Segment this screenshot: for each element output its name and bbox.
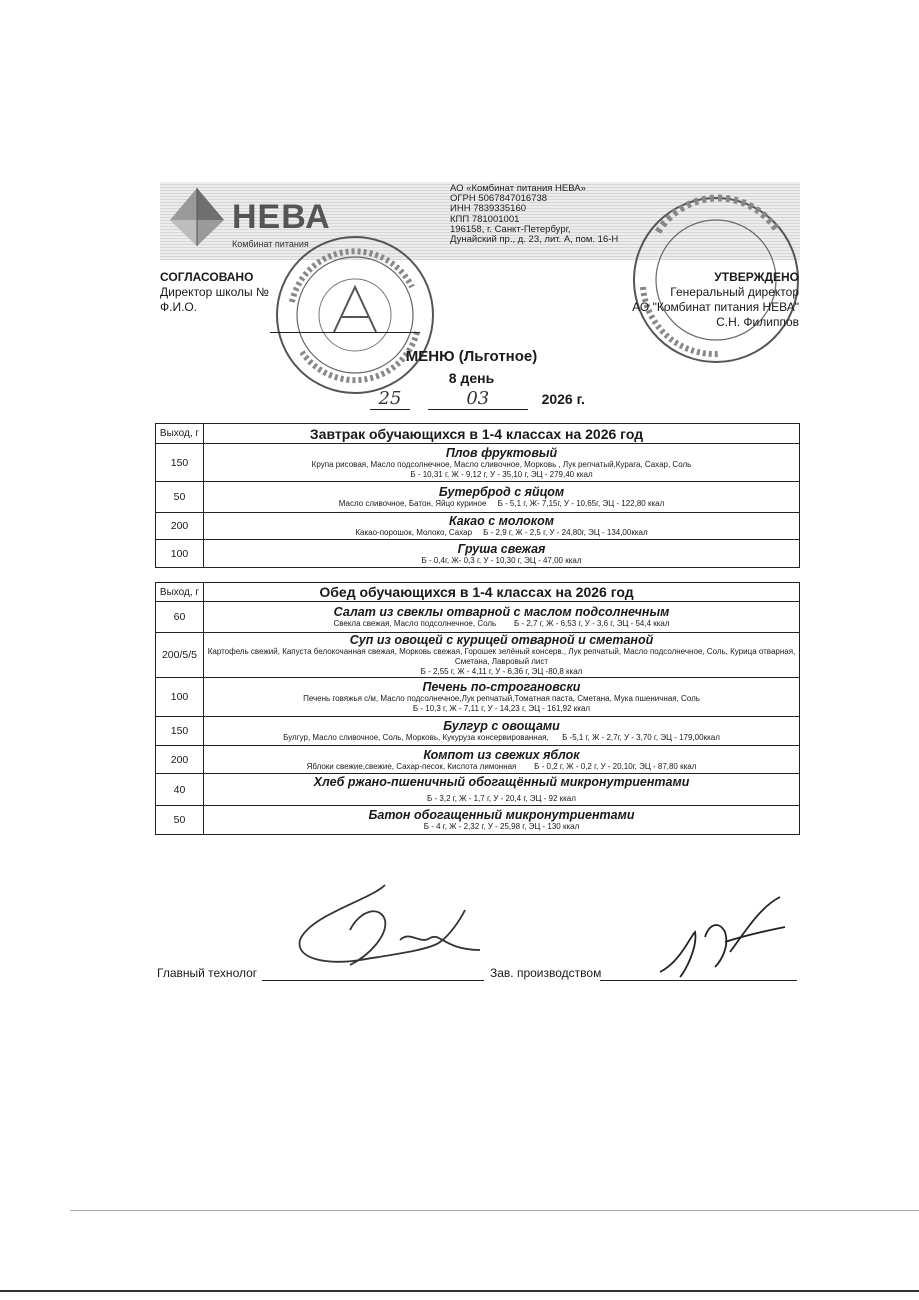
item-weight: 60 xyxy=(156,602,204,633)
company-address-1: 196158, г. Санкт-Петербург, xyxy=(450,223,571,235)
approval-left-line xyxy=(270,332,420,333)
table-row xyxy=(156,482,800,513)
dish-name: Салат из свеклы отварной с маслом подсолнечным xyxy=(333,605,670,619)
weight-column-header: Выход, г xyxy=(156,583,204,602)
item-weight: 100 xyxy=(156,678,204,717)
approval-left-title: СОГЛАСОВАНО xyxy=(160,270,254,284)
company-kpp: КПП 781001001 xyxy=(450,213,520,225)
dish-nutrition: Б - 10,31 г, Ж - 9,12 г, У - 35,10 г, ЭЦ - 279,40 ккал xyxy=(410,469,593,479)
scan-artifact-line xyxy=(70,1210,919,1211)
item-weight: 50 xyxy=(156,482,204,513)
dish-ingredients: Какао-порошок, Молоко, Сахар xyxy=(355,528,473,537)
item-weight: 150 xyxy=(156,717,204,746)
dish-nutrition: Б - 3,2 г, Ж - 1,7 г, У - 20,4 г, ЭЦ - 92 ккал xyxy=(427,794,576,803)
date-month: 03 xyxy=(428,388,528,410)
item-weight: 100 xyxy=(156,540,204,568)
dish-ingredients: Булгур, Масло сливочное, Соль, Морковь, Кукуруза консервированная, xyxy=(283,733,549,742)
company-details xyxy=(450,184,618,245)
dish-details xyxy=(204,619,799,629)
dish-name: Хлеб ржано-пшеничный обогащённый микронутриентами xyxy=(313,775,690,789)
logo-subtitle: Комбинат питания xyxy=(232,239,309,249)
dish-name: Суп из овощей с курицей отварной и сметаной xyxy=(349,633,654,647)
dish-name: Печень по-строгановски xyxy=(422,680,581,694)
chief-technologist-label: Главный технолог xyxy=(157,966,258,980)
lunch-title: Обед обучающихся в 1-4 классах на 2026 год xyxy=(204,583,800,602)
dish-ingredients: Крупа рисовая, Масло подсолнечное, Масло сливочное, Морковь , Лук репчатый,Курага, Сахар, Соль xyxy=(311,459,692,469)
dish-nutrition: Б - 5,1 г, Ж- 7,15г, У - 10,65г, ЭЦ - 122,80 ккал xyxy=(497,499,665,508)
dish-ingredients: Яблоки свежие,свежие, Сахар-песок, Кислота лимонная xyxy=(306,761,517,771)
table-row xyxy=(156,806,800,835)
breakfast-header-row xyxy=(156,424,800,444)
dish-nutrition: Б -5,1 г, Ж - 2,7г, У - 3,70 г, ЭЦ - 179,00ккал xyxy=(562,733,720,742)
dish-details xyxy=(204,528,799,538)
table-row xyxy=(156,717,800,746)
dish-name: Компот из свежих яблок xyxy=(423,747,580,762)
company-ogrn: ОГРН 5067847016738 xyxy=(450,193,548,205)
dish-nutrition: Б - 2,9 г, Ж - 2,5 г, У - 24,80г, ЭЦ - 134,00ккал xyxy=(483,528,648,537)
item-weight: 200/5/5 xyxy=(156,633,204,678)
company-name: АО «Комбинат питания НЕВА» xyxy=(450,183,586,194)
dish-ingredients: Печень говяжья с/м, Масло подсолнечное,Лук репчатый,Томатная паста, Сметана, Мука пшеничная, Соль xyxy=(303,694,700,703)
dish-name: Бутерброд с яйцом xyxy=(438,485,565,499)
table-row xyxy=(156,774,800,806)
company-inn: ИНН 7839335160 xyxy=(450,203,527,215)
signature-technologist-icon xyxy=(290,880,490,990)
day-label: 8 день xyxy=(448,370,495,386)
approval-right-position: Генеральный директор xyxy=(670,285,799,299)
dish-nutrition: Б - 0,2 г, Ж - 0,2 г, У - 20,10г, ЭЦ - 87,80 ккал xyxy=(534,761,697,771)
breakfast-table xyxy=(155,423,800,568)
dish-details xyxy=(204,499,799,509)
item-weight: 40 xyxy=(156,774,204,806)
date-year: 2026 г. xyxy=(541,391,585,407)
dish-name: Плов фруктовый xyxy=(445,445,558,460)
dish-nutrition: Б - 2,7 г, Ж - 6,53 г, У - 3,6 г, ЭЦ - 54,4 ккал xyxy=(514,619,670,628)
approval-right-company: АО "Комбинат питания НЕВА" xyxy=(632,300,799,314)
lunch-header-row xyxy=(156,583,800,602)
table-row xyxy=(156,678,800,717)
production-head-label: Зав. производством xyxy=(490,966,602,980)
neva-logo-icon xyxy=(166,186,228,252)
table-row xyxy=(156,746,800,774)
dish-name: Булгур с овощами xyxy=(443,719,560,733)
dish-nutrition: Б - 4 г, Ж - 2,32 г, У - 25,98 г, ЭЦ - 130 ккал xyxy=(423,822,580,831)
approval-left-name: Ф.И.О. xyxy=(160,300,198,314)
item-weight: 200 xyxy=(156,746,204,774)
dish-details xyxy=(204,733,799,743)
menu-title: МЕНЮ (Льготное) xyxy=(405,348,538,365)
dish-name: Какао с молоком xyxy=(449,514,554,528)
item-weight: 50 xyxy=(156,806,204,835)
company-address-2: Дунайский пр., д. 23, лит. А, пом. 16-Н xyxy=(450,234,619,246)
dish-nutrition: Б - 2,55 г, Ж - 4,11 г, У - 6,36 г, ЭЦ -80,8 ккал xyxy=(420,667,583,676)
dish-ingredients: Свекла свежая, Масло подсолнечное, Соль xyxy=(333,619,497,628)
dish-nutrition: Б - 0,4г, Ж- 0,3 г, У - 10,30 г, ЭЦ - 47,00 ккал xyxy=(421,555,582,565)
signature-production-icon xyxy=(650,892,790,982)
approval-left-position: Директор школы № xyxy=(160,285,269,299)
date-row xyxy=(370,388,585,410)
scan-edge xyxy=(0,1290,919,1292)
logo-text: НЕВА xyxy=(232,198,331,236)
weight-column-header: Выход, г xyxy=(156,424,204,444)
table-row xyxy=(156,633,800,678)
breakfast-title: Завтрак обучающихся в 1-4 классах на 2026 год xyxy=(204,424,800,444)
approval-right xyxy=(632,270,799,330)
table-row xyxy=(156,513,800,540)
dish-name: Батон обогащенный микронутриентами xyxy=(368,808,635,822)
approval-right-name: С.Н. Филиппов xyxy=(716,315,799,329)
dish-ingredients: Масло сливочное, Батон, Яйцо куриное xyxy=(338,499,487,508)
approval-left xyxy=(160,270,269,315)
dish-details xyxy=(204,762,799,772)
table-row xyxy=(156,540,800,568)
item-weight: 200 xyxy=(156,513,204,540)
dish-nutrition: Б - 10,3 г, Ж - 7,11 г, У - 14,23 г, ЭЦ - 161,92 ккал xyxy=(412,704,591,713)
dish-name: Груша свежая xyxy=(457,541,546,556)
table-row xyxy=(156,444,800,482)
lunch-table xyxy=(155,582,800,835)
dish-ingredients: Картофель свежий, Капуста белокочанная свежая, Морковь свежая, Горошек зелёный консерв., Лук репчатый, Масло подсолнечное, Соль, Курица отварная, Сметана, Лавровый лист xyxy=(207,647,796,666)
approval-right-title: УТВЕРЖДЕНО xyxy=(714,270,799,284)
item-weight: 150 xyxy=(156,444,204,482)
date-day: 25 xyxy=(370,388,410,410)
table-row xyxy=(156,602,800,633)
